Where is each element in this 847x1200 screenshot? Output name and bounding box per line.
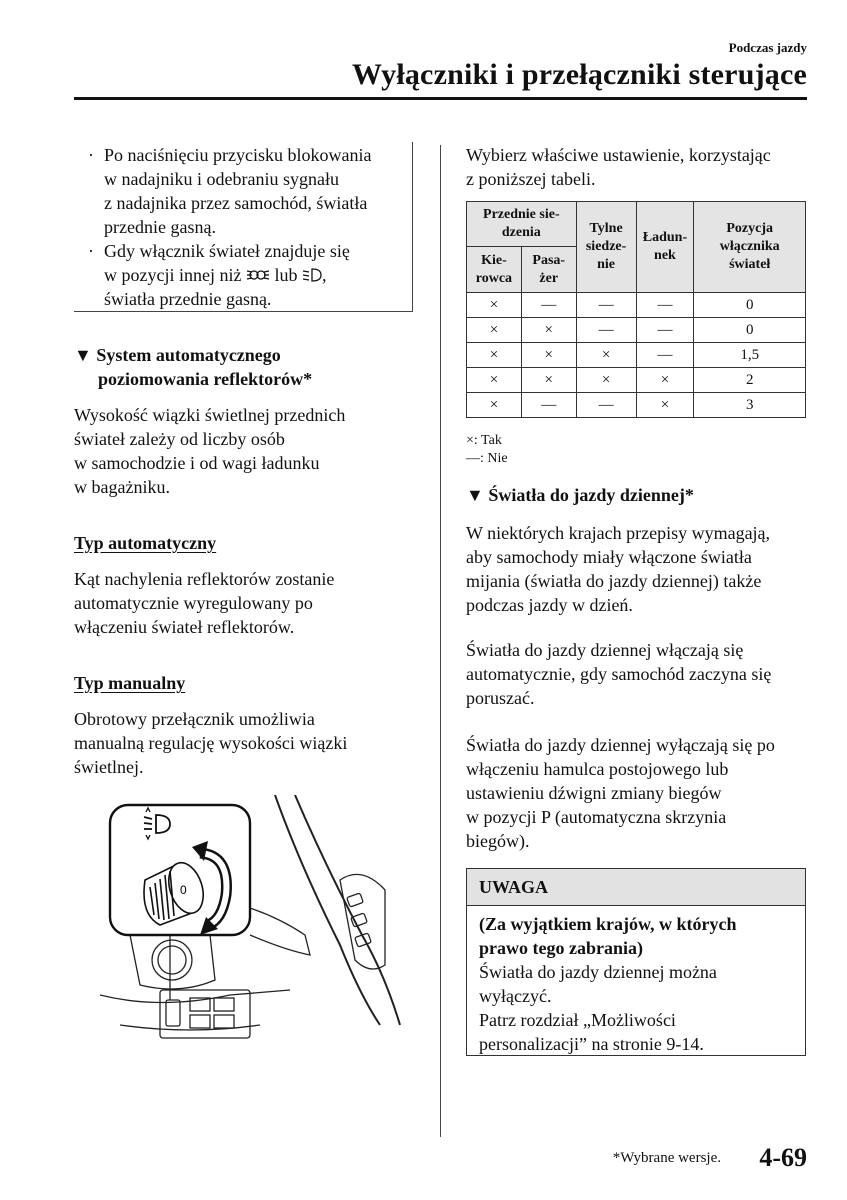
warning-body: (Za wyjątkiem krajów, w których prawo tego zabrania) Światła do jazdy dziennej można wyłączyć. Patrz rozdział „Możliwości personalizacji” na stronie 9-14. bbox=[479, 914, 737, 1054]
parking-lights-icon bbox=[246, 268, 270, 282]
drl-heading: ▼ Światła do jazdy dziennej* bbox=[466, 485, 694, 505]
table-row: × × × — 1,5 bbox=[467, 343, 806, 368]
header-driver: Kie- rowca bbox=[467, 247, 522, 293]
note-line: Po naciśnięciu przycisku blokowania bbox=[104, 145, 372, 165]
table-legend: ×: Tak —: Nie bbox=[466, 433, 508, 466]
footnote: *Wybrane wersje. bbox=[612, 1150, 721, 1166]
warning-box bbox=[466, 868, 806, 1056]
header-rule bbox=[74, 97, 807, 100]
note-line: w nadajniku i odebraniu sygnału bbox=[104, 169, 339, 189]
note-line: przednie gasną. bbox=[104, 217, 216, 237]
column-divider bbox=[440, 145, 441, 1137]
note-line-with-icons: w pozycji innej niż lub , bbox=[104, 265, 327, 285]
drl-paragraph-3: Światła do jazdy dziennej wyłączają się po włączeniu hamulca postojowego lub ustawieniu dźwigni zmiany biegów w pozycji P (automatyczna skrzynia biegów). bbox=[466, 735, 775, 851]
auto-level-text: Wysokość wiązki świetlnej przednich świateł zależy od liczby osób w samochodzie i od wagi ładunku w bagażniku. bbox=[74, 405, 346, 497]
drl-paragraph-1: W niektórych krajach przepisy wymagają, aby samochody miały włączone światła mijania (światła do jazdy dziennej) także podczas jazdy w dzień. bbox=[466, 523, 771, 615]
svg-text:0: 0 bbox=[180, 883, 187, 897]
header-rear-seat: Tylne siedze- nie bbox=[576, 202, 636, 293]
drl-paragraph-2: Światła do jazdy dziennej włączają się automatycznie, gdy samochód zaczyna się poruszać. bbox=[466, 640, 772, 708]
table-row: × × × × 2 bbox=[467, 368, 806, 393]
note-line: z nadajnika przez samochód, światła bbox=[104, 193, 368, 213]
low-beam-icon bbox=[302, 268, 322, 282]
page-number: 4-69 bbox=[759, 1143, 807, 1172]
note-line: Gdy włącznik świateł znajduje się bbox=[104, 241, 350, 261]
section-label: Podczas jazdy bbox=[728, 40, 807, 55]
table-row: × × — — 0 bbox=[467, 318, 806, 343]
occupancy-table bbox=[466, 201, 806, 418]
header-load: Ładun- nek bbox=[636, 202, 694, 293]
table-intro: Wybierz właściwe ustawienie, korzystając z poniższej tabeli. bbox=[466, 145, 771, 189]
note-box: · Po naciśnięciu przycisku blokowania w nadajniku i odebraniu sygnału z nadajnika przez samochód, światła przednie gasną. · Gdy włącznik świateł znajduje się w pozycji innej niż lub , światła przednie gasną. bbox=[74, 142, 413, 312]
typ-auto-text: Kąt nachylenia reflektorów zostanie automatycznie wyregulowany po włączeniu świateł reflektorów. bbox=[74, 569, 335, 637]
header-front-seats: Przednie sie- dzenia bbox=[467, 202, 577, 247]
note-line: światła przednie gasną. bbox=[104, 289, 272, 309]
typ-auto-heading: Typ automatyczny bbox=[74, 533, 217, 553]
table-row: × — — × 3 bbox=[467, 393, 806, 418]
typ-manual-text: Obrotowy przełącznik umożliwia manualną regulację wysokości wiązki świetlnej. bbox=[74, 709, 348, 777]
warning-title: UWAGA bbox=[467, 869, 805, 906]
page-title: Wyłączniki i przełączniki sterujące bbox=[352, 58, 807, 91]
table-row: × — — — 0 bbox=[467, 293, 806, 318]
header-switch-position: Pozycja włącznika świateł bbox=[694, 202, 806, 293]
typ-manual-heading: Typ manualny bbox=[74, 673, 186, 693]
header-passenger: Pasa- żer bbox=[521, 247, 576, 293]
headlamp-leveling-illustration bbox=[100, 795, 420, 1060]
auto-level-heading: ▼ System automatycznego poziomowania reflektorów* bbox=[74, 345, 313, 389]
